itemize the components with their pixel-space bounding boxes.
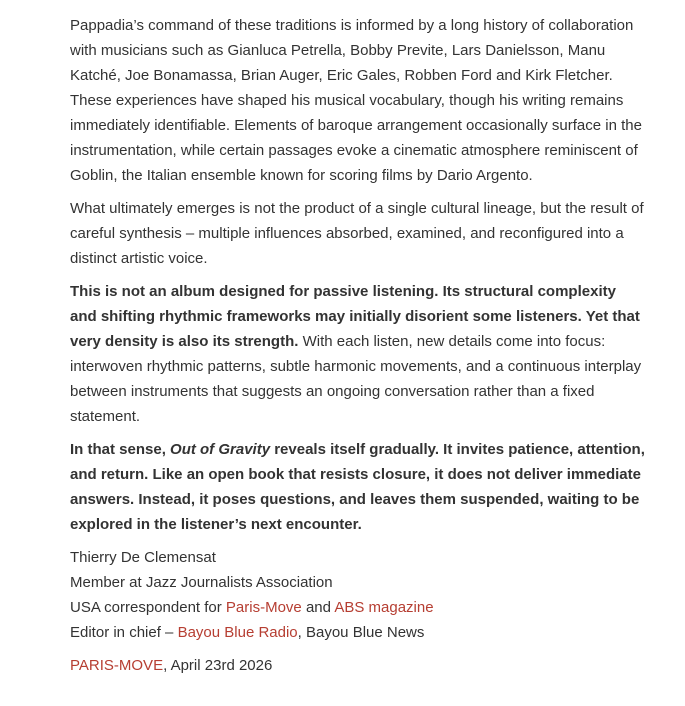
dateline	[70, 653, 645, 678]
paragraph-listening-normal: With each listen, new details come into focus: interwoven rhythmic patterns, subtle harmonic movements, and a continuous interplay between instruments that suggests an ongoing conversation rather than a fixed statement.	[70, 333, 642, 425]
signature-block	[70, 545, 645, 645]
editor-suffix-text: , Bayou Blue News	[297, 624, 425, 641]
link-paris-move[interactable]: Paris-Move	[225, 599, 302, 616]
paragraph-conclusion-pre: In that sense,	[70, 441, 171, 458]
signature-author: Thierry De Clemensat	[70, 549, 216, 566]
link-abs-magazine[interactable]: ABS magazine	[334, 599, 434, 616]
paragraph-listening-bold-lead: This is not an album designed for passive listening. Its structural complexity and shifting rhythmic frameworks may initially disorient some listeners. Yet that very density is also its strength.	[70, 283, 640, 350]
paragraph-conclusion	[70, 437, 645, 537]
paragraph-conclusion-post: reveals itself gradually. It invites patience, attention, and return. Like an open book that resists closure, it does not deliver immediate answers. Instead, it poses questions, and leaves them suspended, waiting to be explored in the listener’s next encounter.	[70, 441, 645, 533]
album-title: Out of Gravity	[170, 441, 271, 458]
paragraph-listening	[70, 279, 645, 429]
paragraph-synthesis: What ultimately emerges is not the product of a single cultural lineage, but the result of careful synthesis – multiple influences absorbed, examined, and reconfigured into a distinct artistic voice.	[70, 200, 644, 267]
correspondent-text: USA correspondent for	[70, 599, 226, 616]
link-bayou-blue-radio[interactable]: Bayou Blue Radio	[177, 624, 298, 641]
signature-editor-line	[70, 620, 645, 645]
dateline-date: , April 23rd 2026	[163, 657, 273, 674]
signature-affiliation: Member at Jazz Journalists Association	[70, 574, 333, 591]
editor-text: Editor in chief –	[70, 624, 178, 641]
signature-correspondent-line	[70, 595, 645, 620]
paragraph-collaborations: Pappadia’s command of these traditions is informed by a long history of collaboration with musicians such as Gianluca Petrella, Bobby Previte, Lars Danielsson, Manu Katché, Joe Bonamassa, Brian Auger, Eric Gales, Robben Ford and Kirk Fletcher. These experiences have shaped his musical vocabulary, though his writing remains immediately identifiable. Elements of baroque arrangement occasionally surface in the instrumentation, while certain passages evoke a cinematic atmosphere reminiscent of Goblin, the Italian ensemble known for scoring films by Dario Argento.	[70, 17, 642, 184]
link-paris-move-dateline[interactable]: PARIS-MOVE	[70, 657, 164, 674]
correspondent-and-text: and	[301, 599, 335, 616]
